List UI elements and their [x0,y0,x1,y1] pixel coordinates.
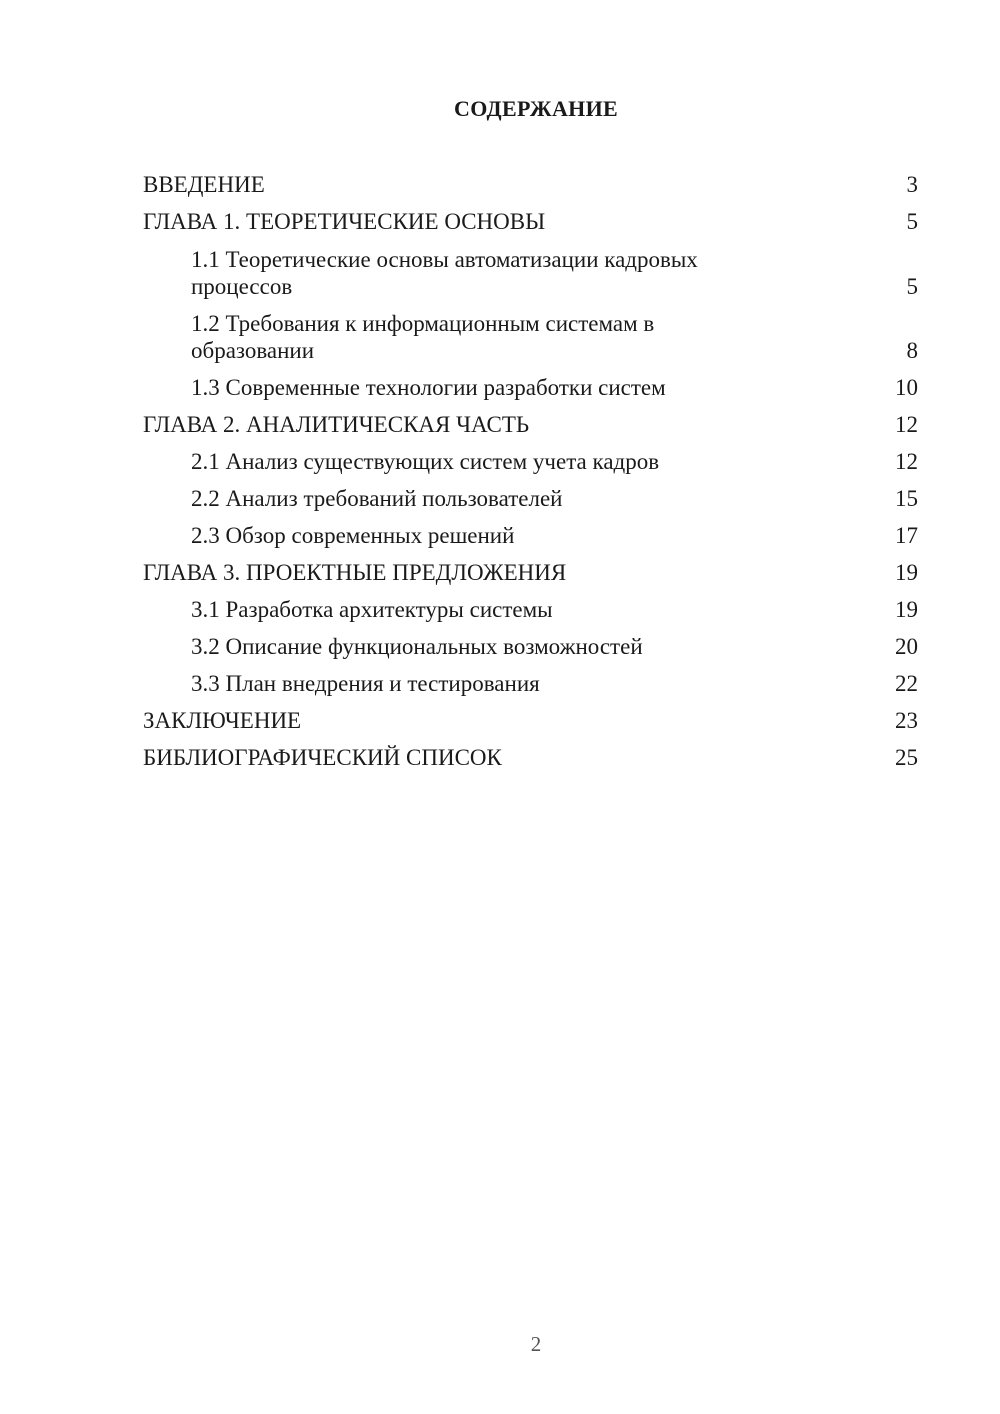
toc-entry-label: 3.3 План внедрения и тестирования [191,671,540,696]
toc-entry-label: 3.1 Разработка архитектуры системы [191,597,553,622]
toc-entry-page: 12 [895,449,918,474]
toc-entry-label: 1.2 Требования к информационным системам в образовании [191,311,655,363]
toc-entry-label: ВВЕДЕНИЕ [143,172,265,197]
toc-entry-page: 5 [906,209,918,234]
toc-entry-page: 20 [895,634,918,659]
toc-entry-label: 3.2 Описание функциональных возможностей [191,634,643,659]
toc-entry-label: 1.1 Теоретические основы автоматизации кадровых процессов [191,247,698,299]
toc-entry-page: 25 [895,745,918,770]
toc-entry-page: 3 [906,172,918,197]
toc-entry-label: БИБЛИОГРАФИЧЕСКИЙ СПИСОК [143,745,502,770]
toc-entry-label: ГЛАВА 1. ТЕОРЕТИЧЕСКИЕ ОСНОВЫ [143,209,546,234]
toc-entry-label: ЗАКЛЮЧЕНИЕ [143,708,302,733]
toc-entry-page: 22 [895,671,918,696]
toc-entry-page: 23 [895,708,918,733]
toc-entry-label: 2.2 Анализ требований пользователей [191,486,563,511]
page-title: СОДЕРЖАНИЕ [454,96,618,121]
toc-entry-label: ГЛАВА 2. АНАЛИТИЧЕСКАЯ ЧАСТЬ [143,412,530,437]
toc-entry-page: 8 [906,338,918,363]
toc-entry-page: 15 [895,486,918,511]
toc-entry-page: 10 [895,375,918,400]
toc-entry-page: 17 [895,523,918,548]
page-number: 2 [530,1332,542,1356]
toc-entry-label: 1.3 Современные технологии разработки систем [191,375,666,400]
toc-entry-page: 12 [895,412,918,437]
toc-entry-label: 2.1 Анализ существующих систем учета кадров [191,449,660,474]
toc-entry-page: 19 [895,597,918,622]
toc-entry-page: 5 [906,274,918,299]
toc-entry-label: 2.3 Обзор современных решений [191,523,515,548]
toc-entry-page: 19 [895,560,918,585]
toc-entry-label: ГЛАВА 3. ПРОЕКТНЫЕ ПРЕДЛОЖЕНИЯ [143,560,567,585]
